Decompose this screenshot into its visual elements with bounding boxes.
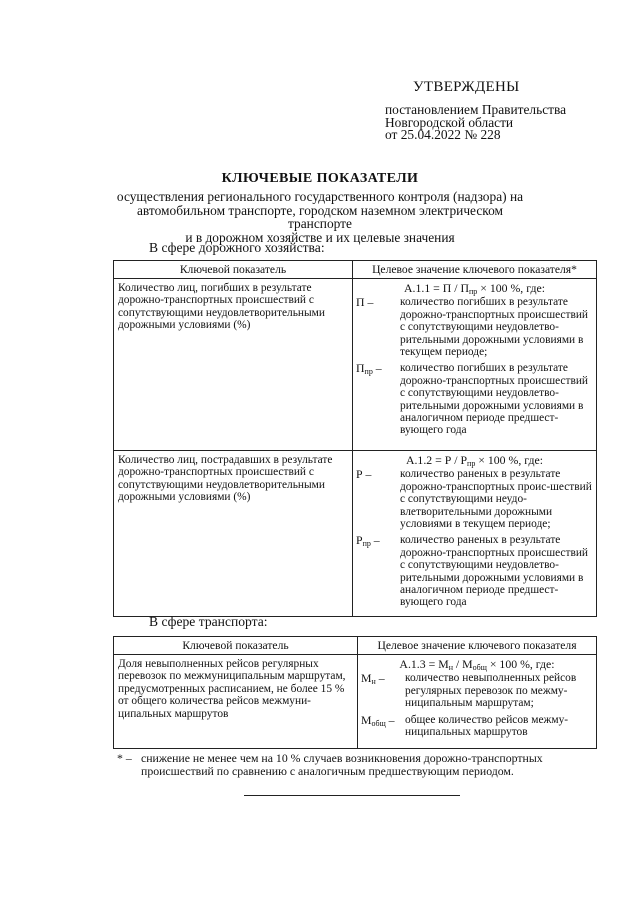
target-cell — [353, 451, 597, 617]
definition-text: количество погибших в результате дорожно-транспортных происшествий с сопутствующими неудовлетво-рительными дорожными условиями в текущем периоде; — [400, 296, 589, 359]
approval-line-1: постановлением Правительства — [385, 102, 567, 117]
definition-text: количество невыполненных рейсов регулярных перевозок по межму-ниципальным маршрутам; — [405, 672, 577, 710]
closing-divider — [244, 795, 460, 796]
section-road-title: В сфере дорожного хозяйства: — [149, 240, 325, 255]
table-row — [114, 451, 597, 617]
definition-row — [353, 468, 596, 530]
formula: $А.1.2 = Р / Р_{пр} \times 100$ %, где: — [405, 453, 544, 468]
transport-col-indicator: Ключевой показатель — [114, 637, 358, 655]
definition-symbol: $М_{общ}$ – — [361, 712, 395, 728]
definition-symbol: Р – — [356, 467, 372, 482]
definition-symbol: $Р_{пр}$ – — [356, 533, 380, 549]
definition-text: общее количество рейсов межму-ниципальных маршрутов — [405, 713, 569, 739]
document-title: КЛЮЧЕВЫЕ ПОКАЗАТЕЛИ — [221, 171, 419, 186]
definition-symbol: $П_{пр}$ – — [356, 361, 382, 377]
target-cell — [353, 279, 597, 451]
approval-line-3: от 25.04.2022 № 228 — [385, 127, 501, 142]
approval-line-2: Новгородской области — [385, 115, 514, 130]
subtitle-line-2: автомобильном транспорте, городском наземном электрическом транспорте — [136, 202, 504, 232]
indicator-cell: Количество лиц, погибших в результате дорожно-транспортных происшествий с сопутствующими неудовлетворительными дорожными условиями (%) — [114, 279, 353, 451]
subtitle-line-3: и в дорожном хозяйстве и их целевые значения — [185, 229, 455, 245]
definition-row — [358, 672, 596, 709]
definition-text: количество раненых в результате дорожно-транспортных происшествий с сопутствующими неудовлетво-рительными дорожными условиями в аналогичном периоде предшест-вующего года — [400, 534, 589, 609]
subtitle-line-1: осуществления регионального государственного контроля (надзора) на — [116, 189, 524, 204]
road-col-indicator: Ключевой показатель — [114, 261, 353, 279]
transport-col-target: Целевое значение ключевого показателя — [358, 637, 597, 655]
road-col-target: Целевое значение ключевого показателя* — [353, 261, 597, 279]
footnote-marker: * – — [117, 751, 132, 765]
indicator-cell: Количество лиц, пострадавших в результате дорожно-транспортных происшествий с сопутствующими неудовлетворительными дорожными условиями (%) — [114, 451, 353, 617]
definition-text: количество погибших в результате дорожно-транспортных происшествий с сопутствующими неудовлетво-рительными дорожными условиями в аналогичном периоде предшест-вующего года — [400, 362, 589, 437]
definition-row — [353, 534, 596, 608]
document-subtitle — [110, 190, 530, 244]
section-transport-title: В сфере транспорта: — [149, 614, 268, 629]
definition-symbol: $М_н$ – — [361, 671, 385, 687]
definition-symbol: П – — [356, 295, 374, 310]
definition-row — [353, 362, 596, 436]
table-row — [114, 655, 597, 749]
transport-indicators-table — [113, 636, 597, 749]
definition-text: количество раненых в результате дорожно-транспортных проис-шествий с сопутствующими неудо-влетворительными дорожными условиями в текущем периоде; — [400, 468, 592, 531]
formula: $А.1.3 = М_н / М_{общ} \times 100$ %, где: — [399, 657, 555, 672]
definition-row — [358, 714, 596, 739]
road-indicators-table — [113, 260, 597, 617]
footnote-text: снижение не менее чем на 10 % случаев возникновения дорожно-транспортных происшествий по сравнению с аналогичным предшествующим периодом. — [141, 751, 543, 778]
footnote — [117, 751, 601, 778]
target-cell — [358, 655, 597, 749]
indicator-cell: Доля невыполненных рейсов регулярных перевозок по межмуниципальным маршрутам, предусмотренных расписанием, не более 15 % от общего количества рейсов межмуни-ципальных маршрутов — [114, 655, 358, 749]
approval-heading: УТВЕРЖДЕНЫ — [413, 79, 520, 95]
formula: $А.1.1 = П / П_{пр} \times 100$ %, где: — [404, 281, 545, 296]
definition-row — [353, 296, 596, 358]
table-row — [114, 279, 597, 451]
